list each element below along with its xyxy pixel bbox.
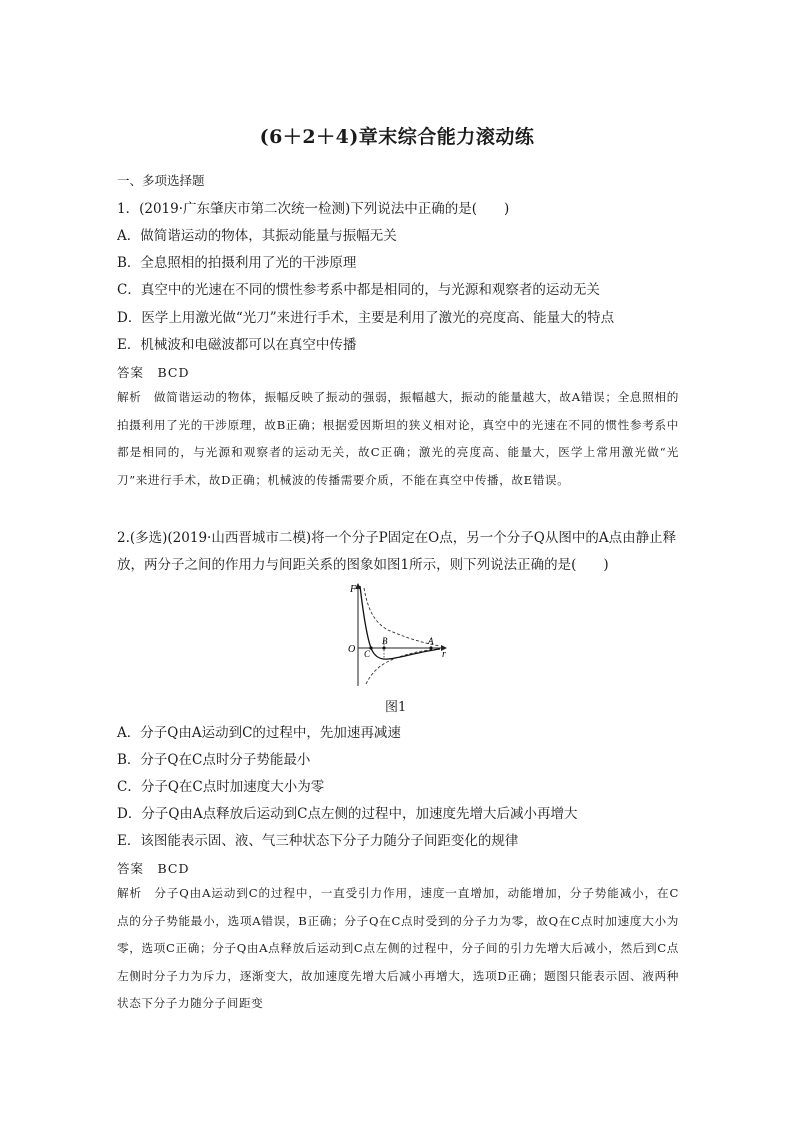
q2-option-e: E．该图能表示固、液、气三种状态下分子力随分子间距变化的规律: [117, 833, 519, 849]
page-title: (6＋2＋4)章末综合能力滚动练: [259, 126, 535, 148]
label-c: C: [364, 649, 371, 659]
q1-stem: 1．(2019·广东肇庆市第二次统一检测)下列说法中正确的是( ): [117, 201, 510, 217]
attractive-force-curve: [366, 649, 440, 684]
q1-option-a: A．做简谐运动的物体，其振动能量与振幅无关: [117, 228, 397, 244]
q1-option-d: D．医学上用激光做“光刀”来进行手术，主要是利用了激光的亮度高、能量大的特点: [117, 310, 615, 326]
q2-stem: 2.(多选)(2019·山西晋城市二模)将一个分子P固定在O点，另一个分子Q从图中的A点由静止释放，两分子之间的作用力与间距关系的图象如图1所示，则下列说法正确的是( ): [117, 530, 677, 573]
label-r: r: [442, 649, 446, 660]
figure-caption: 图1: [385, 700, 407, 715]
q2-explanation: 解析 分子Q由A运动到C的过程中，一直受引力作用，速度一直增加，动能增加，分子势能减小，在C点的分子势能最小，选项A错误，B正确；分子Q在C点时受到的分子力为零，故Q在C点时加速度大小为零，选项C正确；分子Q由A点释放后运动到C点左侧的过程中，分子间的引力先增大后减小，然后到C点左侧时分子力为斥力，逐渐变大，故加速度先增大后减小再增大，选项D正确；题图只能表示固、液两种状态下分子力随分子间距变: [117, 886, 679, 1011]
label-a: A: [428, 636, 434, 646]
label-o: O: [348, 644, 356, 655]
q1-option-e: E．机械波和电磁波都可以在真空中传播: [117, 337, 357, 353]
section-heading: 一、多项选择题: [117, 173, 205, 188]
label-f: F: [350, 584, 357, 595]
q1-option-c: C．真空中的光速在不同的惯性参考系中都是相同的，与光源和观察者的运动无关: [117, 282, 600, 298]
point-a: [429, 646, 432, 649]
q2-option-a: A．分子Q由A运动到C的过程中，先加速再减速: [117, 725, 401, 741]
label-b: B: [382, 636, 388, 646]
q1-option-b: B．全息照相的拍摄利用了光的干涉原理: [117, 255, 357, 271]
q2-option-b: B．分子Q在C点时分子势能最小: [117, 752, 311, 768]
q2-answer: 答案 BCD: [117, 861, 190, 876]
force-distance-graph: [340, 580, 450, 692]
q1-answer: 答案 BCD: [117, 365, 190, 380]
q2-option-d: D．分子Q由A点释放后运动到C点左侧的过程中，加速度先增大后减小再增大: [117, 806, 578, 822]
point-b: [382, 646, 385, 649]
q2-option-c: C．分子Q在C点时加速度大小为零: [117, 779, 325, 795]
q1-explanation: 解析 做简谐运动的物体，振幅反映了振动的强弱，振幅越大，振动的能量越大，故A错误；全息照相的拍摄利用了光的干涉原理，故B正确；根据爱因斯坦的狭义相对论，真空中的光速在不同的惯性参考系中都是相同的，与光源和观察者的运动无关，故C正确；激光的亮度高、能量大，医学上常用激光做“光刀”来进行手术，故D正确；机械波的传播需要介质，不能在真空中传播，故E错误。: [117, 390, 679, 487]
